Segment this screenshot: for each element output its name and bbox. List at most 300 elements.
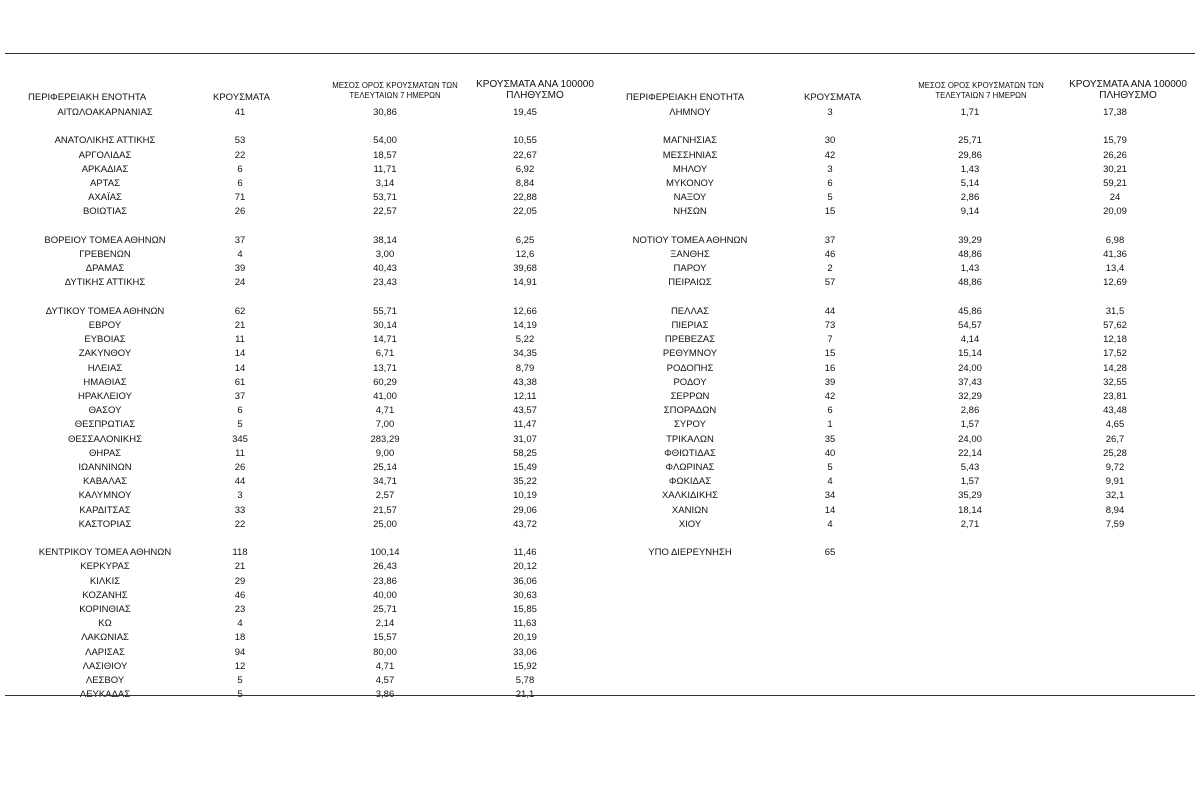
right-avg7-cell: 35,29 [958, 490, 982, 502]
left-region-cell: ΓΡΕΒΕΝΩΝ [79, 249, 131, 260]
left-region-cell: ΔΥΤΙΚΟΥ ΤΟΜΕΑ ΑΘΗΝΩΝ [45, 305, 165, 317]
header-per100k-right-line2: ΠΛΗΘΥΣΜΟ [1099, 90, 1157, 101]
right-avg7-cell: 32,29 [958, 391, 982, 402]
right-avg7-cell: 5,14 [960, 178, 980, 189]
right-region-cell: ΡΟΔΟΠΗΣ [666, 362, 714, 374]
right-per100k-cell: 17,38 [1103, 107, 1127, 118]
left-per100k-cell: 43,57 [513, 405, 537, 417]
header-avg7-right-line2: ΤΕΛΕΥΤΑΙΩΝ 7 ΗΜΕΡΩΝ [935, 91, 1027, 100]
left-cases-cell: 46 [234, 589, 246, 601]
right-region-cell: ΞΑΝΘΗΣ [670, 249, 710, 260]
left-per100k-cell: 43,72 [513, 518, 537, 530]
right-cases-cell: 3 [827, 163, 833, 175]
right-cases-cell: 42 [824, 149, 836, 161]
left-avg7-cell: 23,43 [373, 277, 397, 289]
right-avg7-cell: 37,43 [958, 376, 982, 388]
left-region-cell: ΗΛΕΙΑΣ [87, 362, 123, 374]
header-cases-left: ΚΡΟΥΣΜΑΤΑ [213, 92, 270, 103]
table-row [0, 660, 1200, 674]
left-cases-cell: 22 [234, 149, 246, 161]
left-per100k-cell: 5,22 [515, 334, 535, 346]
left-avg7-cell: 25,14 [373, 462, 397, 473]
left-cases-cell: 37 [234, 391, 246, 402]
right-avg7-cell: 9,14 [960, 206, 980, 218]
right-per100k-cell: 12,69 [1103, 277, 1127, 289]
table-row [0, 418, 1200, 432]
right-per100k-cell: 12,18 [1103, 334, 1127, 346]
left-per100k-cell: 6,92 [515, 163, 535, 175]
left-avg7-cell: 18,57 [373, 149, 397, 161]
right-cases-cell: 16 [824, 362, 836, 374]
right-region-cell: ΝΗΣΩΝ [673, 206, 707, 218]
header-avg7-right-line1: ΜΕΣΟΣ ΟΡΟΣ ΚΡΟΥΣΜΑΤΩΝ ΤΩΝ [918, 81, 1044, 90]
right-cases-cell: 3 [827, 107, 833, 118]
right-cases-cell: 4 [827, 518, 833, 530]
right-per100k-cell: 9,72 [1105, 462, 1125, 473]
table-row [0, 461, 1200, 475]
header-avg7-left-line1: ΜΕΣΟΣ ΟΡΟΣ ΚΡΟΥΣΜΑΤΩΝ ΤΩΝ [332, 81, 458, 90]
right-per100k-cell: 24 [1109, 192, 1121, 204]
left-region-cell: ΚΙΛΚΙΣ [89, 575, 121, 587]
right-avg7-cell: 2,86 [960, 192, 980, 204]
right-cases-cell: 2 [827, 263, 833, 275]
right-per100k-cell: 23,81 [1103, 391, 1127, 402]
right-region-cell: ΜΕΣΣΗΝΙΑΣ [662, 149, 718, 161]
right-cases-cell: 1 [827, 419, 833, 431]
right-avg7-cell: 4,14 [960, 334, 980, 346]
left-avg7-cell: 9,00 [375, 447, 395, 459]
left-per100k-cell: 33,06 [513, 646, 537, 658]
left-avg7-cell: 100,14 [370, 547, 400, 559]
left-cases-cell: 5 [237, 689, 243, 701]
right-per100k-cell: 31,5 [1105, 305, 1125, 317]
right-region-cell: ΥΠΟ ΔΙΕΡΕΥΝΗΣΗ [648, 547, 732, 559]
right-per100k-cell: 9,91 [1105, 476, 1125, 488]
left-cases-cell: 6 [237, 405, 243, 417]
right-avg7-cell: 48,86 [958, 249, 982, 260]
right-avg7-cell: 2,71 [960, 518, 980, 530]
left-avg7-cell: 2,14 [375, 618, 395, 630]
left-per100k-cell: 14,19 [513, 320, 537, 331]
right-region-cell: ΠΕΛΛΑΣ [670, 305, 710, 317]
right-avg7-cell: 1,43 [960, 163, 980, 175]
right-avg7-cell: 15,14 [958, 348, 982, 360]
table-row [0, 390, 1200, 404]
right-avg7-cell: 5,43 [960, 462, 980, 473]
left-cases-cell: 11 [235, 447, 245, 459]
right-per100k-cell: 26,7 [1105, 433, 1125, 445]
left-region-cell: ΑΝΑΤΟΛΙΚΗΣ ΑΤΤΙΚΗΣ [54, 135, 156, 147]
left-cases-cell: 21 [234, 320, 246, 331]
left-cases-cell: 18 [234, 632, 246, 644]
left-avg7-cell: 23,86 [373, 575, 397, 587]
header-avg7-left-line2: ΤΕΛΕΥΤΑΙΩΝ 7 ΗΜΕΡΩΝ [349, 91, 441, 100]
left-per100k-cell: 15,92 [513, 660, 537, 672]
left-region-cell: ΚΑΛΥΜΝΟΥ [78, 490, 132, 502]
left-region-cell: ΑΡΤΑΣ [90, 178, 120, 189]
header-avg7-right [906, 81, 1056, 101]
table-row [0, 603, 1200, 617]
left-per100k-cell: 8,79 [515, 362, 535, 374]
left-per100k-cell: 58,25 [513, 447, 537, 459]
right-avg7-cell: 39,29 [958, 234, 982, 246]
right-cases-cell: 7 [827, 334, 833, 346]
right-avg7-cell: 22,14 [958, 447, 982, 459]
right-cases-cell: 14 [824, 504, 836, 516]
right-avg7-cell: 45,86 [958, 305, 982, 317]
left-region-cell: ΚΑΒΑΛΑΣ [83, 476, 127, 488]
table-row [0, 646, 1200, 660]
right-cases-cell: 39 [824, 376, 836, 388]
left-cases-cell: 6 [237, 163, 243, 175]
left-per100k-cell: 10,19 [513, 490, 537, 502]
table-row [0, 560, 1200, 574]
table-row [0, 134, 1200, 148]
header-per100k-left-line1: ΚΡΟΥΣΜΑΤΑ ΑΝΑ 100000 [476, 79, 594, 90]
right-region-cell: ΧΑΛΚΙΔΙΚΗΣ [661, 490, 719, 502]
right-region-cell: ΠΑΡΟΥ [673, 263, 707, 275]
left-region-cell: ΛΑΣΙΘΙΟΥ [82, 660, 128, 672]
right-cases-cell: 65 [824, 547, 836, 559]
right-region-cell: ΣΥΡΟΥ [674, 419, 706, 431]
right-avg7-cell: 1,57 [960, 419, 980, 431]
left-cases-cell: 23 [234, 604, 246, 615]
left-avg7-cell: 3,14 [375, 178, 395, 189]
left-avg7-cell: 4,57 [375, 675, 395, 686]
left-region-cell: ΚΟΡΙΝΘΙΑΣ [79, 604, 131, 615]
right-cases-cell: 6 [827, 405, 833, 417]
right-avg7-cell: 1,43 [960, 263, 980, 275]
right-cases-cell: 15 [824, 206, 836, 218]
left-cases-cell: 29 [234, 575, 246, 587]
right-per100k-cell: 57,62 [1103, 320, 1127, 331]
left-region-cell: ΖΑΚΥΝΘΟΥ [78, 348, 132, 360]
table-row [0, 262, 1200, 276]
right-per100k-cell: 30,21 [1103, 163, 1127, 175]
left-avg7-cell: 30,14 [373, 320, 397, 331]
left-avg7-cell: 11,71 [373, 163, 397, 175]
left-avg7-cell: 41,00 [373, 391, 397, 402]
left-cases-cell: 5 [237, 675, 243, 686]
bottom-rule [5, 695, 1195, 696]
left-region-cell: ΛΕΣΒΟΥ [85, 675, 125, 686]
right-region-cell: ΜΗΛΟΥ [672, 163, 708, 175]
left-avg7-cell: 40,43 [373, 263, 397, 275]
left-region-cell: ΘΕΣΠΡΩΤΙΑΣ [74, 419, 136, 431]
left-cases-cell: 24 [234, 277, 246, 289]
left-cases-cell: 71 [234, 192, 246, 204]
left-region-cell: ΛΑΚΩΝΙΑΣ [81, 632, 129, 644]
right-per100k-cell: 32,1 [1105, 490, 1125, 502]
left-avg7-cell: 6,71 [375, 348, 395, 360]
left-per100k-cell: 12,11 [513, 391, 537, 402]
right-region-cell: ΡΟΔΟΥ [673, 376, 707, 388]
table-row [0, 347, 1200, 361]
left-region-cell: ΛΑΡΙΣΑΣ [85, 646, 125, 658]
left-region-cell: ΙΩΑΝΝΙΝΩΝ [78, 462, 132, 473]
table-row [0, 362, 1200, 376]
right-avg7-cell: 1,57 [960, 476, 980, 488]
right-region-cell: ΦΩΚΙΔΑΣ [668, 476, 712, 488]
left-region-cell: ΚΕΝΤΡΙΚΟΥ ΤΟΜΕΑ ΑΘΗΝΩΝ [38, 547, 172, 559]
left-cases-cell: 41 [234, 107, 246, 118]
left-per100k-cell: 8,84 [515, 178, 535, 189]
left-per100k-cell: 12,6 [515, 249, 535, 260]
right-cases-cell: 73 [824, 320, 836, 331]
left-region-cell: ΚΕΡΚΥΡΑΣ [80, 561, 130, 573]
left-per100k-cell: 22,67 [513, 149, 537, 161]
header-per100k-right [1053, 79, 1200, 101]
right-cases-cell: 46 [824, 249, 836, 260]
table-row [0, 489, 1200, 503]
right-avg7-cell: 48,86 [958, 277, 982, 289]
table-row [0, 404, 1200, 418]
right-avg7-cell: 29,86 [958, 149, 982, 161]
left-cases-cell: 62 [234, 305, 246, 317]
right-cases-cell: 44 [824, 305, 836, 317]
left-avg7-cell: 80,00 [373, 646, 397, 658]
right-region-cell: ΠΡΕΒΕΖΑΣ [664, 334, 716, 346]
left-per100k-cell: 31,07 [513, 433, 537, 445]
right-per100k-cell: 25,28 [1103, 447, 1127, 459]
left-avg7-cell: 2,57 [375, 490, 395, 502]
left-cases-cell: 26 [234, 206, 246, 218]
left-per100k-cell: 29,06 [513, 504, 537, 516]
right-region-cell: ΧΑΝΙΩΝ [671, 504, 709, 516]
left-region-cell: ΗΡΑΚΛΕΙΟΥ [78, 391, 132, 402]
left-cases-cell: 44 [234, 476, 246, 488]
right-avg7-cell: 2,86 [960, 405, 980, 417]
left-region-cell: ΑΡΓΟΛΙΔΑΣ [78, 149, 132, 161]
left-cases-cell: 21 [234, 561, 246, 573]
right-cases-cell: 15 [824, 348, 836, 360]
table-row [0, 617, 1200, 631]
left-avg7-cell: 38,14 [373, 234, 397, 246]
table-row [0, 475, 1200, 489]
table-row [0, 546, 1200, 560]
left-avg7-cell: 7,00 [375, 419, 395, 431]
right-avg7-cell: 24,00 [958, 362, 982, 374]
table-row [0, 163, 1200, 177]
right-region-cell: ΣΕΡΡΩΝ [670, 391, 710, 402]
right-region-cell: ΜΑΓΝΗΣΙΑΣ [663, 135, 717, 147]
left-cases-cell: 14 [234, 362, 246, 374]
left-cases-cell: 12 [234, 660, 246, 672]
left-avg7-cell: 34,71 [373, 476, 397, 488]
left-avg7-cell: 22,57 [373, 206, 397, 218]
left-per100k-cell: 39,68 [513, 263, 537, 275]
left-per100k-cell: 10,55 [513, 135, 537, 147]
table-row [0, 234, 1200, 248]
right-per100k-cell: 14,28 [1103, 362, 1127, 374]
left-per100k-cell: 35,22 [513, 476, 537, 488]
left-avg7-cell: 25,00 [373, 518, 397, 530]
left-avg7-cell: 54,00 [373, 135, 397, 147]
left-per100k-cell: 15,49 [513, 462, 537, 473]
left-per100k-cell: 19,45 [513, 107, 537, 118]
left-per100k-cell: 5,78 [515, 675, 535, 686]
right-per100k-cell: 20,09 [1103, 206, 1127, 218]
right-avg7-cell: 1,71 [960, 107, 980, 118]
left-region-cell: ΒΟΙΩΤΙΑΣ [82, 206, 128, 218]
left-region-cell: ΚΩ [98, 618, 112, 630]
left-region-cell: ΘΑΣΟΥ [88, 405, 122, 417]
header-avg7-left [320, 81, 470, 101]
table-row [0, 575, 1200, 589]
left-per100k-cell: 11,47 [513, 419, 537, 431]
right-cases-cell: 34 [824, 490, 836, 502]
left-per100k-cell: 22,88 [513, 192, 537, 204]
left-per100k-cell: 20,19 [513, 632, 537, 644]
left-per100k-cell: 34,35 [513, 348, 537, 360]
right-region-cell: ΤΡΙΚΑΛΩΝ [666, 433, 714, 445]
right-cases-cell: 6 [827, 178, 833, 189]
left-region-cell: ΗΜΑΘΙΑΣ [83, 376, 127, 388]
left-region-cell: ΑΡΚΑΔΙΑΣ [81, 163, 129, 175]
left-avg7-cell: 13,71 [373, 362, 397, 374]
right-cases-cell: 42 [824, 391, 836, 402]
right-cases-cell: 35 [824, 433, 836, 445]
left-region-cell: ΔΡΑΜΑΣ [85, 263, 125, 275]
table-row [0, 631, 1200, 645]
right-cases-cell: 37 [824, 234, 836, 246]
right-avg7-cell: 25,71 [958, 135, 982, 147]
left-per100k-cell: 30,63 [513, 589, 537, 601]
right-per100k-cell: 13,4 [1105, 263, 1125, 275]
left-per100k-cell: 21,1 [515, 689, 535, 701]
table-row [0, 518, 1200, 532]
left-per100k-cell: 22,05 [513, 206, 537, 218]
header-per100k-right-line1: ΚΡΟΥΣΜΑΤΑ ΑΝΑ 100000 [1069, 79, 1187, 90]
left-avg7-cell: 25,71 [373, 604, 397, 615]
left-avg7-cell: 40,00 [373, 589, 397, 601]
left-cases-cell: 37 [234, 234, 246, 246]
left-cases-cell: 94 [234, 646, 246, 658]
left-cases-cell: 118 [232, 547, 248, 559]
left-cases-cell: 53 [234, 135, 246, 147]
table-row [0, 433, 1200, 447]
left-region-cell: ΛΕΥΚΑΔΑΣ [79, 689, 131, 701]
left-region-cell: ΘΗΡΑΣ [88, 447, 122, 459]
left-avg7-cell: 4,71 [375, 660, 395, 672]
table-row [0, 447, 1200, 461]
left-per100k-cell: 11,46 [513, 547, 537, 559]
table-row [0, 305, 1200, 319]
top-rule [5, 53, 1195, 54]
table-row [0, 205, 1200, 219]
right-region-cell: ΠΕΙΡΑΙΩΣ [668, 277, 712, 289]
left-region-cell: ΑΧΑΪΑΣ [88, 192, 122, 204]
left-per100k-cell: 14,91 [513, 277, 537, 289]
left-avg7-cell: 14,71 [373, 334, 397, 346]
right-cases-cell: 30 [824, 135, 836, 147]
table-row [0, 589, 1200, 603]
right-cases-cell: 4 [827, 476, 833, 488]
right-region-cell: ΛΗΜΝΟΥ [669, 107, 711, 118]
right-region-cell: ΡΕΘΥΜΝΟΥ [662, 348, 718, 360]
right-per100k-cell: 43,48 [1103, 405, 1127, 417]
left-avg7-cell: 30,86 [373, 107, 397, 118]
left-per100k-cell: 11,63 [513, 618, 537, 630]
right-region-cell: ΦΛΩΡΙΝΑΣ [665, 462, 715, 473]
left-cases-cell: 345 [232, 433, 248, 445]
left-per100k-cell: 36,06 [513, 575, 537, 587]
left-avg7-cell: 3,00 [375, 249, 395, 260]
left-cases-cell: 61 [234, 376, 246, 388]
table-row [0, 674, 1200, 688]
table-row [0, 149, 1200, 163]
right-region-cell: ΦΘΙΩΤΙΔΑΣ [664, 447, 716, 459]
table-row [0, 376, 1200, 390]
left-avg7-cell: 26,43 [373, 561, 397, 573]
left-region-cell: ΑΙΤΩΛΟΑΚΑΡΝΑΝΙΑΣ [57, 107, 153, 118]
table-row [0, 504, 1200, 518]
left-region-cell: ΔΥΤΙΚΗΣ ΑΤΤΙΚΗΣ [64, 277, 146, 289]
left-per100k-cell: 6,25 [515, 234, 535, 246]
left-cases-cell: 39 [234, 263, 246, 275]
table-row [0, 333, 1200, 347]
right-avg7-cell: 54,57 [958, 320, 982, 331]
left-cases-cell: 4 [237, 618, 243, 630]
left-cases-cell: 26 [234, 462, 246, 473]
left-per100k-cell: 20,12 [513, 561, 537, 573]
right-region-cell: ΧΙΟΥ [678, 518, 702, 530]
right-region-cell: ΜΥΚΟΝΟΥ [666, 178, 714, 189]
left-cases-cell: 6 [237, 178, 243, 189]
left-region-cell: ΚΑΡΔΙΤΣΑΣ [79, 504, 131, 516]
left-cases-cell: 14 [234, 348, 246, 360]
left-avg7-cell: 53,71 [373, 192, 397, 204]
right-cases-cell: 5 [827, 192, 833, 204]
right-region-cell: ΝΟΤΙΟΥ ΤΟΜΕΑ ΑΘΗΝΩΝ [632, 234, 748, 246]
table-row [0, 106, 1200, 120]
right-per100k-cell: 15,79 [1103, 135, 1127, 147]
left-region-cell: ΕΒΡΟΥ [88, 320, 122, 331]
left-cases-cell: 4 [237, 249, 243, 260]
left-cases-cell: 11 [235, 334, 245, 346]
table-row [0, 191, 1200, 205]
right-per100k-cell: 4,65 [1105, 419, 1125, 431]
left-region-cell: ΒΟΡΕΙΟΥ ΤΟΜΕΑ ΑΘΗΝΩΝ [44, 234, 166, 246]
left-per100k-cell: 12,66 [513, 305, 537, 317]
right-per100k-cell: 6,98 [1105, 234, 1125, 246]
right-per100k-cell: 7,59 [1105, 518, 1125, 530]
right-cases-cell: 5 [827, 462, 833, 473]
left-region-cell: ΘΕΣΣΑΛΟΝΙΚΗΣ [68, 433, 142, 445]
right-per100k-cell: 41,36 [1103, 249, 1127, 260]
right-avg7-cell: 18,14 [958, 504, 982, 516]
header-per100k-left-line2: ΠΛΗΘΥΣΜΟ [506, 90, 564, 101]
left-avg7-cell: 15,57 [373, 632, 397, 644]
left-avg7-cell: 21,57 [373, 504, 397, 516]
left-avg7-cell: 3,86 [375, 689, 395, 701]
right-per100k-cell: 8,94 [1105, 504, 1125, 516]
header-cases-right: ΚΡΟΥΣΜΑΤΑ [804, 92, 861, 103]
left-avg7-cell: 283,29 [370, 433, 400, 445]
table-row [0, 276, 1200, 290]
left-cases-cell: 5 [237, 419, 243, 431]
left-avg7-cell: 55,71 [373, 305, 397, 317]
right-cases-cell: 57 [824, 277, 836, 289]
right-per100k-cell: 26,26 [1103, 149, 1127, 161]
left-region-cell: ΕΥΒΟΙΑΣ [84, 334, 126, 346]
table-row [0, 177, 1200, 191]
header-region-right: ΠΕΡΙΦΕΡΕΙΑΚΗ ΕΝΟΤΗΤΑ [626, 92, 745, 103]
table-row [0, 248, 1200, 262]
left-cases-cell: 22 [234, 518, 246, 530]
table-row [0, 319, 1200, 333]
header-region-left: ΠΕΡΙΦΕΡΕΙΑΚΗ ΕΝΟΤΗΤΑ [28, 92, 147, 103]
